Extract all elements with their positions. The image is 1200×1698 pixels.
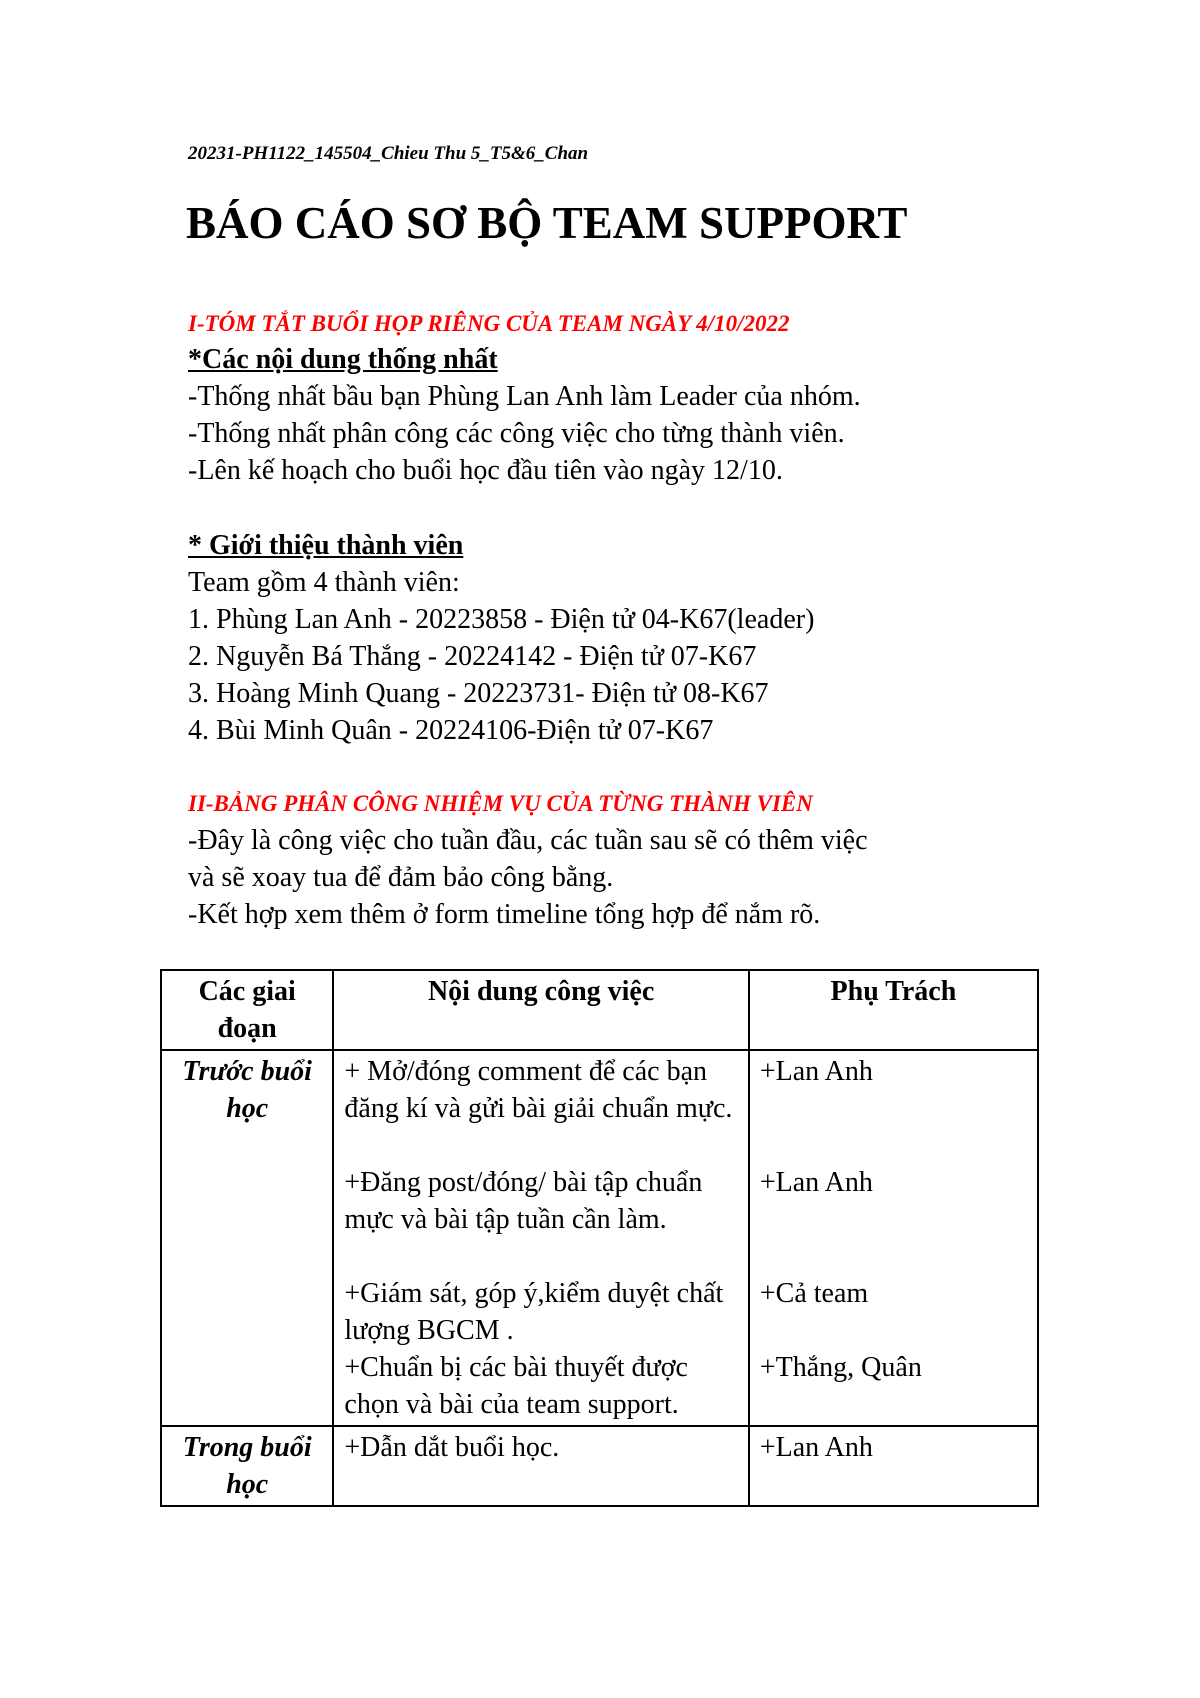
task-responsible: +Cả team <box>759 1278 869 1309</box>
responsible-cell <box>749 1050 1038 1426</box>
note-line: -Đây là công việc cho tuần đầu, các tuần sau sẽ có thêm việc <box>188 825 868 856</box>
note-line: -Kết hợp xem thêm ở form timeline tổng hợp để nắm rõ. <box>188 899 821 930</box>
members-intro: Team gồm 4 thành viên: <box>188 567 460 598</box>
agreements-block <box>188 341 861 489</box>
task-content: + Mở/đóng comment để các bạn đăng kí và gửi bài giải chuẩn mực. <box>344 1056 733 1124</box>
task-responsible: +Lan Anh <box>759 1056 873 1087</box>
note-line: và sẽ xoay tua để đảm bảo công bằng. <box>188 862 614 893</box>
task-responsible: +Lan Anh <box>759 1167 873 1198</box>
course-code: 20231-PH1122_145504_Chieu Thu 5_T5&6_Chan <box>188 143 589 164</box>
header-phase: Các giai đoạn <box>161 970 333 1050</box>
task-content: +Chuẩn bị các bài thuyết được chọn và bài của team support. <box>344 1352 688 1420</box>
section-2-notes <box>188 822 868 933</box>
member-item: 4. Bùi Minh Quân - 20224106-Điện tử 07-K67 <box>188 715 714 746</box>
task-content: +Đăng post/đóng/ bài tập chuẩn mực và bài tập tuần cần làm. <box>344 1167 703 1235</box>
table-row <box>161 1426 1038 1506</box>
content-cell <box>333 1050 748 1426</box>
agreement-item: -Thống nhất phân công các công việc cho từng thành viên. <box>188 418 845 449</box>
header-content: Nội dung công việc <box>333 970 748 1050</box>
content-cell: +Dẫn dắt buổi học. <box>333 1426 748 1506</box>
section-1-heading: I-TÓM TẮT BUỔI HỌP RIÊNG CỦA TEAM NGÀY 4/10/2022 <box>188 311 790 336</box>
table-row <box>161 1050 1038 1426</box>
task-responsible: +Thắng, Quân <box>759 1352 922 1383</box>
report-title: BÁO CÁO SƠ BỘ TEAM SUPPORT <box>186 198 908 248</box>
agreements-heading: *Các nội dung thống nhất <box>188 344 498 375</box>
table-header-row <box>161 970 1038 1050</box>
member-item: 2. Nguyễn Bá Thắng - 20224142 - Điện tử 07-K67 <box>188 641 757 672</box>
members-block <box>188 527 814 749</box>
phase-cell: Trong buổi học <box>161 1426 333 1506</box>
responsible-cell: +Lan Anh <box>749 1426 1038 1506</box>
member-item: 3. Hoàng Minh Quang - 20223731- Điện tử 08-K67 <box>188 678 769 709</box>
section-2-heading: II-BẢNG PHÂN CÔNG NHIỆM VỤ CỦA TỪNG THÀNH VIÊN <box>188 791 813 816</box>
task-content: +Giám sát, góp ý,kiểm duyệt chất lượng BGCM . <box>344 1278 724 1346</box>
header-responsible: Phụ Trách <box>749 970 1038 1050</box>
phase-cell: Trước buổi học <box>161 1050 333 1426</box>
task-assignment-table <box>160 969 1039 1507</box>
members-heading: * Giới thiệu thành viên <box>188 530 464 561</box>
agreement-item: -Thống nhất bầu bạn Phùng Lan Anh làm Leader của nhóm. <box>188 381 861 412</box>
member-item: 1. Phùng Lan Anh - 20223858 - Điện tử 04-K67(leader) <box>188 604 815 635</box>
agreement-item: -Lên kế hoạch cho buổi học đầu tiên vào ngày 12/10. <box>188 455 783 486</box>
